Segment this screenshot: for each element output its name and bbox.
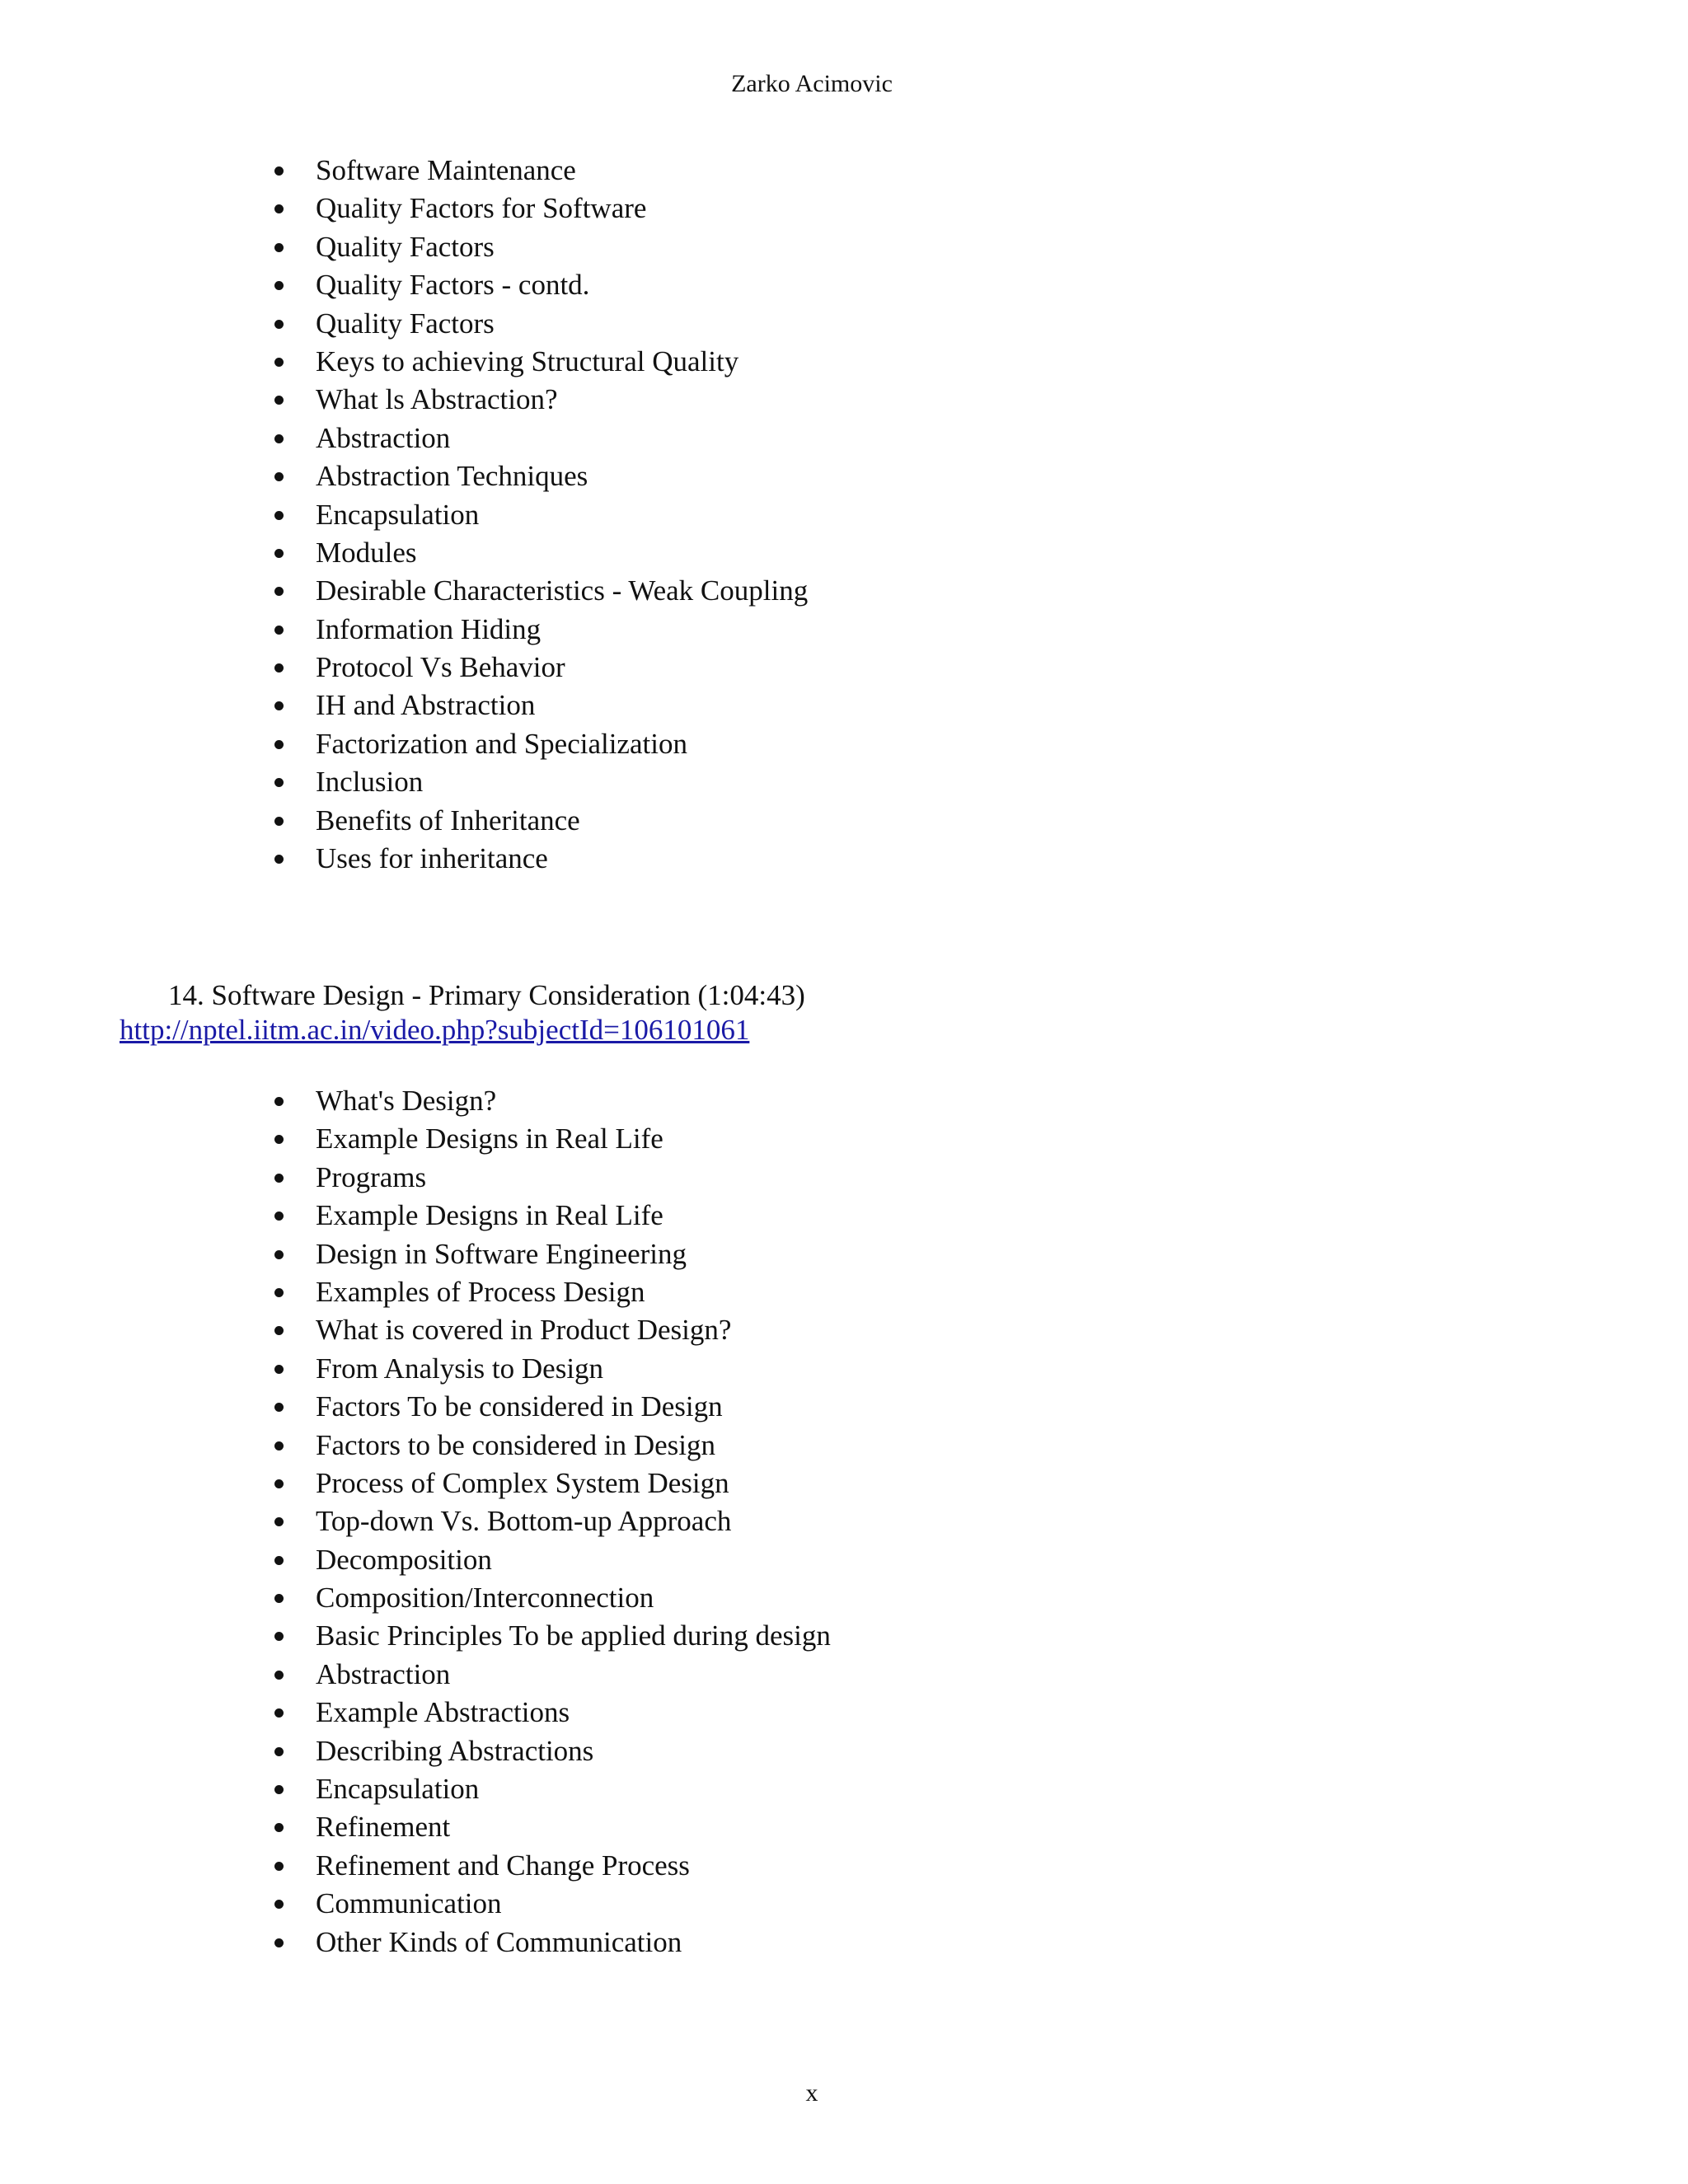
- bullet-icon: [274, 1671, 284, 1680]
- list-item-text: Quality Factors: [316, 307, 495, 340]
- bullet-icon: [274, 243, 284, 252]
- list-item-text: Composition/Interconnection: [316, 1582, 654, 1615]
- list-item: [264, 419, 808, 457]
- bullet-icon: [274, 281, 284, 290]
- bullet-icon: [274, 1441, 284, 1451]
- list-item: [264, 457, 808, 495]
- list-item-text: Describing Abstractions: [316, 1734, 594, 1767]
- bullet-icon: [274, 1326, 284, 1335]
- list-item: [264, 1617, 831, 1655]
- bullet-icon: [274, 1938, 284, 1947]
- bullet-icon: [274, 358, 284, 367]
- list-item-text: Factors To be considered in Design: [316, 1390, 723, 1423]
- list-item: [264, 1656, 831, 1694]
- list-item: [264, 305, 808, 343]
- bullet-icon: [274, 320, 284, 329]
- list-item: [264, 1732, 831, 1770]
- bullet-icon: [274, 1594, 284, 1603]
- list-item: [264, 725, 808, 763]
- list-item: [264, 381, 808, 419]
- list-item: [264, 572, 808, 610]
- list-item: [264, 228, 808, 266]
- list-item: [264, 1273, 831, 1311]
- list-item: [264, 1924, 831, 1961]
- list-item: [264, 266, 808, 304]
- bullet-icon: [274, 549, 284, 558]
- list-item-text: Communication: [316, 1887, 502, 1920]
- list-item: [264, 1082, 831, 1120]
- list-item: [264, 343, 808, 381]
- list-item: [264, 1235, 831, 1273]
- bullet-icon: [274, 1785, 284, 1794]
- bullet-icon: [274, 1403, 284, 1412]
- topic-list-section-14: [264, 1082, 831, 1961]
- list-item-text: Abstraction Techniques: [316, 460, 588, 493]
- list-item-text: What ls Abstraction?: [316, 383, 558, 416]
- list-item-text: Example Designs in Real Life: [316, 1199, 663, 1232]
- list-item: [264, 763, 808, 801]
- list-item-text: Encapsulation: [316, 498, 480, 531]
- list-item-text: Factorization and Specialization: [316, 727, 687, 760]
- bullet-icon: [274, 1288, 284, 1297]
- list-item-text: Programs: [316, 1160, 427, 1193]
- bullet-icon: [274, 166, 284, 176]
- video-link[interactable]: http://nptel.iitm.ac.in/video.php?subjectId=106101061: [120, 1014, 750, 1046]
- list-item: [264, 1159, 831, 1197]
- section-heading: 14. Software Design - Primary Consideration (1:04:43): [168, 979, 805, 1011]
- bullet-icon: [274, 1747, 284, 1756]
- list-item: [264, 496, 808, 534]
- list-item: [264, 1311, 831, 1349]
- list-item-text: Refinement: [316, 1811, 451, 1844]
- list-item-text: Refinement and Change Process: [316, 1849, 690, 1882]
- list-item-text: Top-down Vs. Bottom-up Approach: [316, 1505, 732, 1538]
- list-item-text: Example Abstractions: [316, 1696, 570, 1729]
- list-item: [264, 1350, 831, 1388]
- list-item-text: Uses for inheritance: [316, 842, 548, 875]
- list-item-text: Quality Factors: [316, 230, 495, 263]
- list-item: [264, 611, 808, 649]
- list-item-text: Other Kinds of Communication: [316, 1925, 682, 1958]
- topic-list-continued: [264, 152, 808, 878]
- list-item-text: Process of Complex System Design: [316, 1466, 729, 1499]
- list-item-text: Example Designs in Real Life: [316, 1122, 663, 1155]
- list-item-text: Quality Factors for Software: [316, 192, 647, 225]
- bullet-icon: [274, 511, 284, 520]
- list-item-text: Factors to be considered in Design: [316, 1428, 716, 1461]
- bullet-icon: [274, 1823, 284, 1832]
- bullet-icon: [274, 701, 284, 710]
- list-item-text: Desirable Characteristics - Weak Coupling: [316, 574, 809, 607]
- bullet-icon: [274, 1097, 284, 1106]
- page-header-author: Zarko Acimovic: [731, 70, 893, 97]
- bullet-icon: [274, 204, 284, 213]
- list-item: [264, 190, 808, 227]
- list-item: [264, 1120, 831, 1158]
- list-item-text: Abstraction: [316, 421, 451, 454]
- list-item-text: Encapsulation: [316, 1773, 480, 1806]
- bullet-icon: [274, 855, 284, 864]
- list-item: [264, 1808, 831, 1846]
- list-item-text: Software Maintenance: [316, 154, 576, 186]
- bullet-icon: [274, 587, 284, 596]
- list-item-text: Keys to achieving Structural Quality: [316, 344, 739, 377]
- list-item-text: Abstraction: [316, 1657, 451, 1690]
- list-item: [264, 1579, 831, 1617]
- list-item-text: Basic Principles To be applied during design: [316, 1619, 831, 1652]
- list-item: [264, 840, 808, 878]
- list-item: [264, 802, 808, 840]
- bullet-icon: [274, 434, 284, 443]
- list-item-text: What is covered in Product Design?: [316, 1314, 732, 1347]
- list-item: [264, 1502, 831, 1540]
- list-item-text: Examples of Process Design: [316, 1275, 645, 1308]
- bullet-icon: [274, 1365, 284, 1374]
- bullet-icon: [274, 817, 284, 826]
- list-item: [264, 649, 808, 687]
- list-item-text: IH and Abstraction: [316, 689, 536, 722]
- list-item: [264, 1197, 831, 1235]
- list-item-text: Decomposition: [316, 1543, 492, 1576]
- list-item: [264, 1388, 831, 1426]
- list-item-text: Information Hiding: [316, 612, 542, 645]
- list-item-text: Benefits of Inheritance: [316, 804, 580, 837]
- bullet-icon: [274, 1862, 284, 1871]
- list-item: [264, 1694, 831, 1732]
- list-item-text: What's Design?: [316, 1085, 497, 1117]
- bullet-icon: [274, 1250, 284, 1259]
- bullet-icon: [274, 1556, 284, 1565]
- list-item-text: Modules: [316, 536, 417, 569]
- list-item: [264, 1541, 831, 1579]
- bullet-icon: [274, 1517, 284, 1526]
- bullet-icon: [274, 1135, 284, 1144]
- bullet-icon: [274, 472, 284, 481]
- bullet-icon: [274, 626, 284, 635]
- list-item-text: Inclusion: [316, 766, 424, 799]
- bullet-icon: [274, 396, 284, 405]
- list-item: [264, 1885, 831, 1923]
- bullet-icon: [274, 1708, 284, 1718]
- bullet-icon: [274, 1212, 284, 1221]
- bullet-icon: [274, 1174, 284, 1183]
- list-item: [264, 1847, 831, 1885]
- bullet-icon: [274, 663, 284, 673]
- bullet-icon: [274, 1900, 284, 1909]
- bullet-icon: [274, 1632, 284, 1641]
- list-item: [264, 687, 808, 724]
- list-item-text: From Analysis to Design: [316, 1352, 604, 1385]
- list-item-text: Design in Software Engineering: [316, 1237, 687, 1270]
- list-item: [264, 534, 808, 572]
- page-number: x: [805, 2079, 818, 2107]
- bullet-icon: [274, 778, 284, 787]
- list-item: [264, 152, 808, 190]
- list-item-text: Quality Factors - contd.: [316, 269, 590, 302]
- list-item-text: Protocol Vs Behavior: [316, 651, 565, 684]
- list-item: [264, 1465, 831, 1502]
- bullet-icon: [274, 740, 284, 749]
- list-item: [264, 1770, 831, 1808]
- list-item: [264, 1427, 831, 1465]
- bullet-icon: [274, 1479, 284, 1488]
